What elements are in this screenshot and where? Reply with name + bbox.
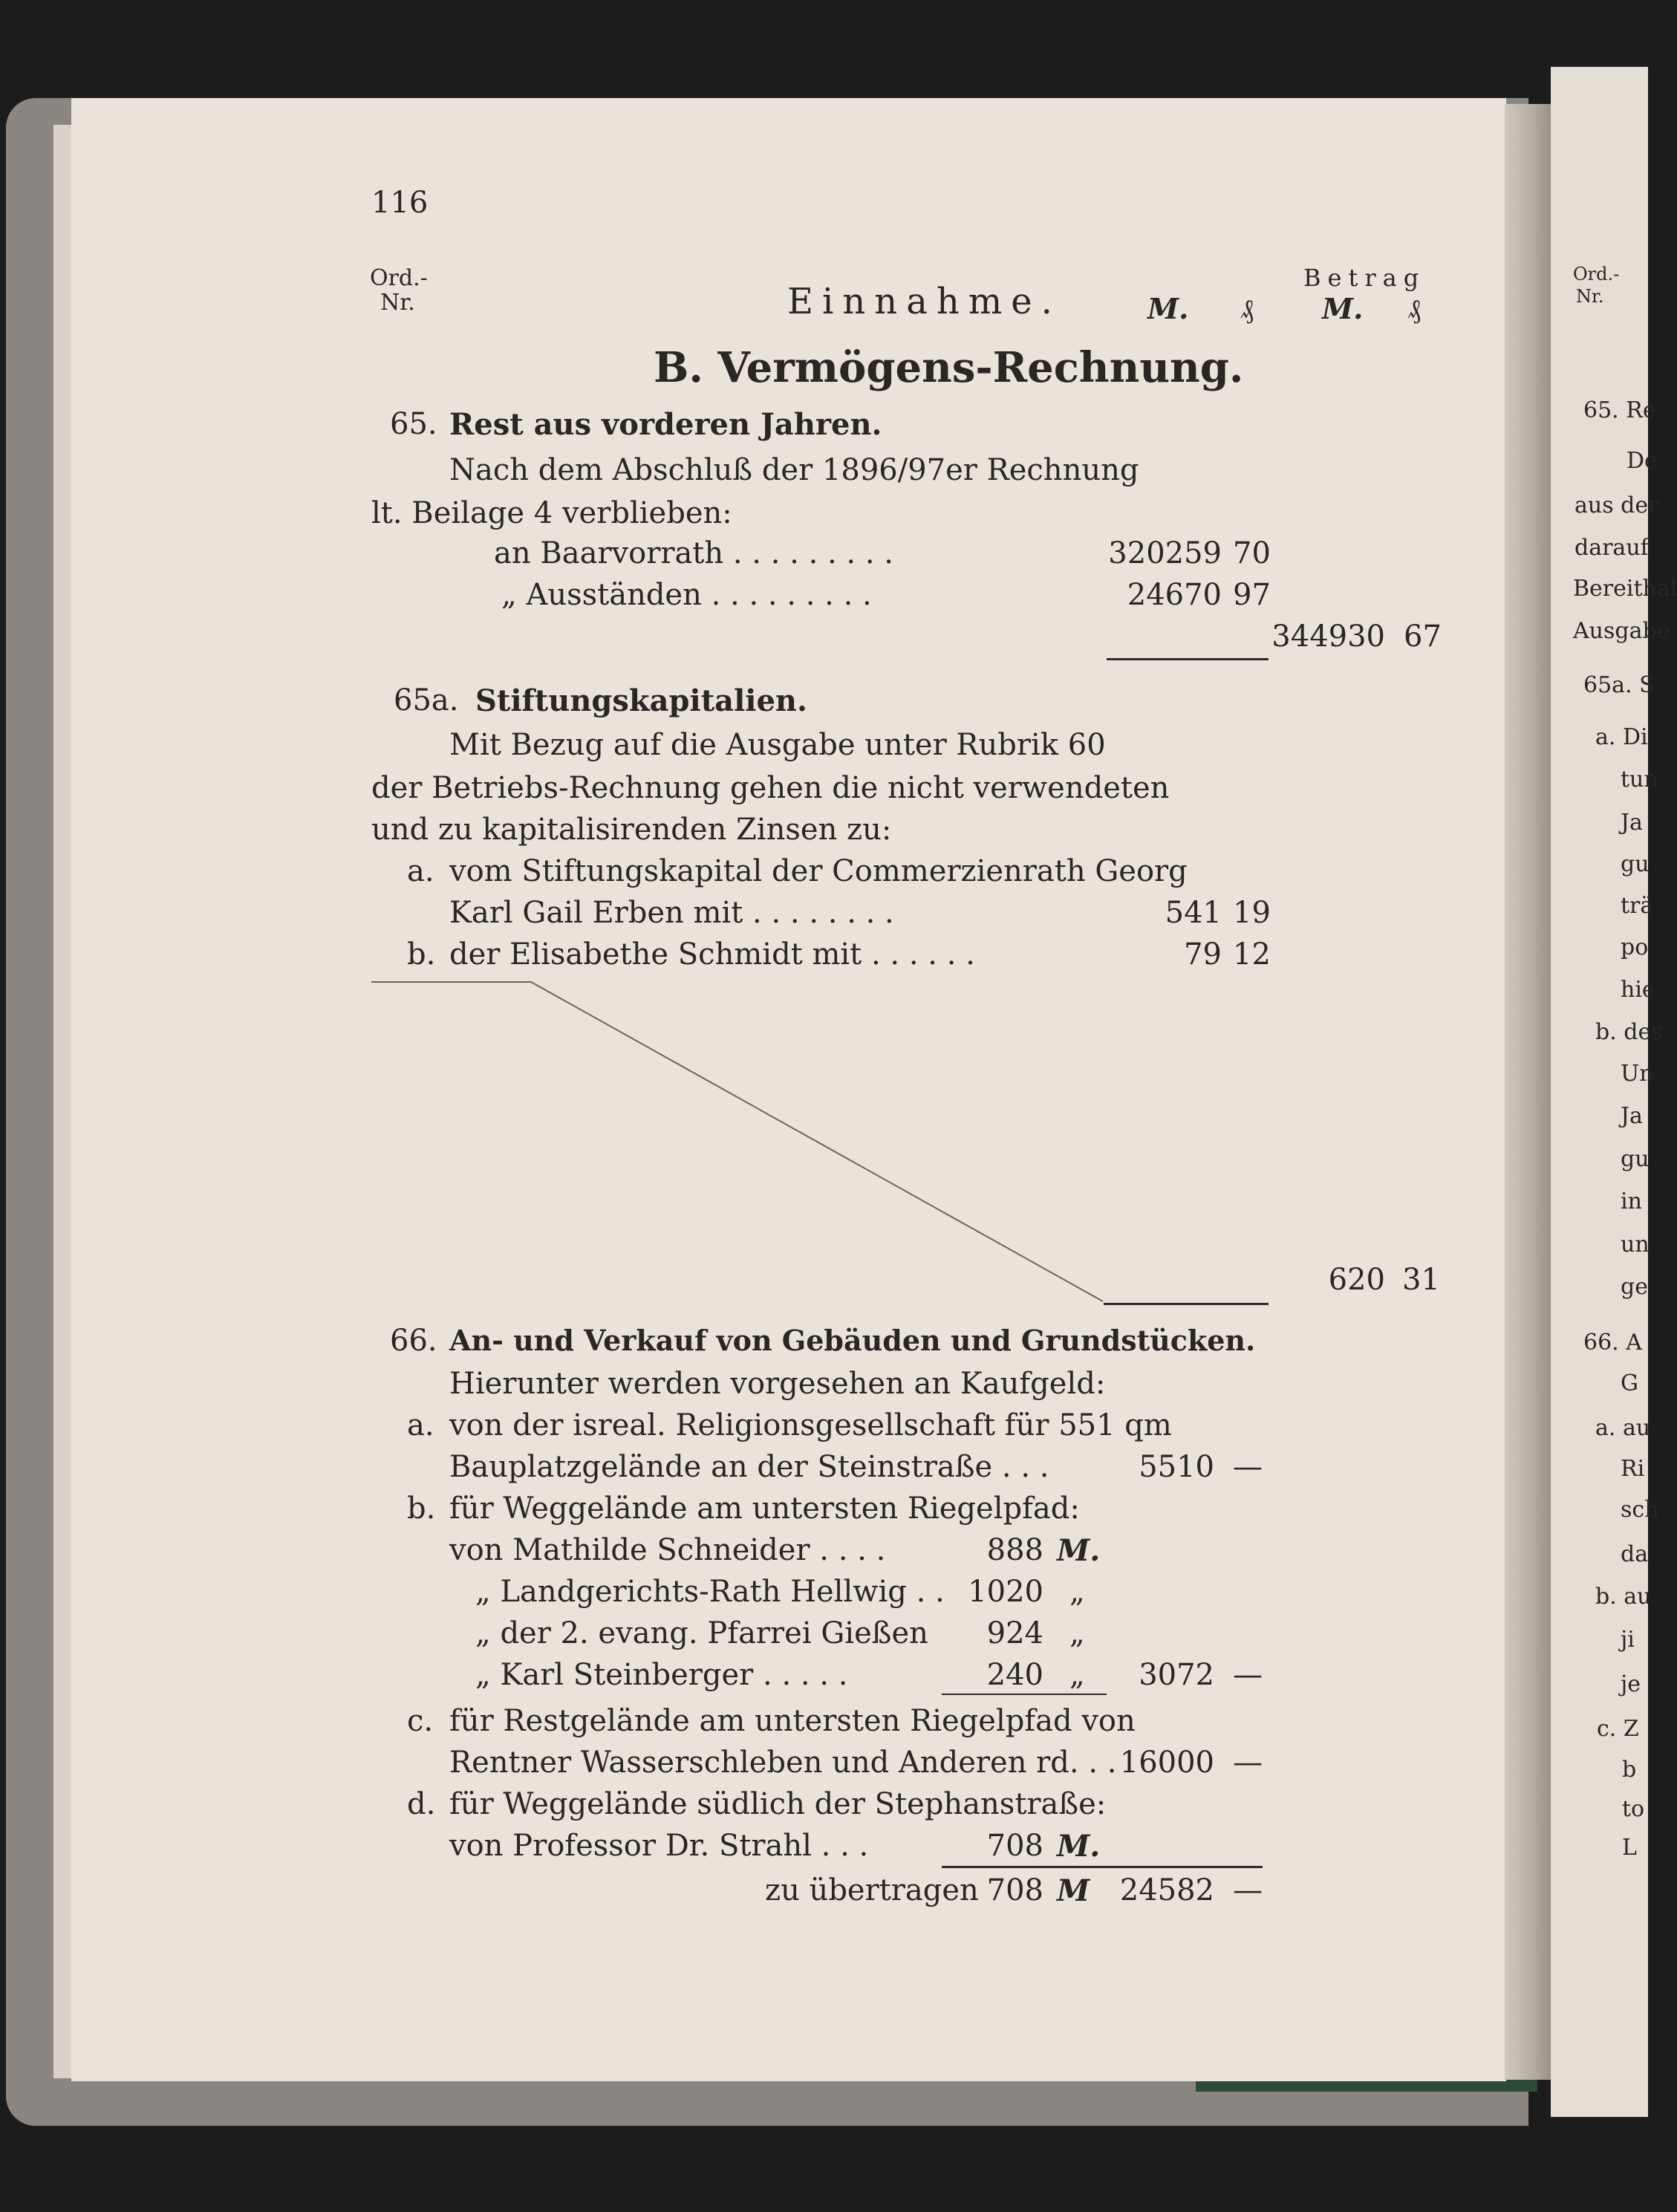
- section-title: B. Vermögens-Rechnung.: [654, 343, 1244, 392]
- item-66-c-mark: 16000: [1119, 1746, 1214, 1780]
- carry-forward-mark: 24582: [1119, 1873, 1214, 1907]
- item-65-line-b-pf: 97: [1233, 578, 1271, 612]
- right-page-text-line: tun: [1621, 767, 1658, 793]
- item-66-b-row-value: 924: [986, 1616, 1043, 1650]
- right-page-text-line: to: [1622, 1796, 1645, 1822]
- right-page-text-line: ge: [1621, 1274, 1648, 1300]
- item-66-b-text: für Weggelände am untersten Riegelpfad:: [449, 1492, 1080, 1526]
- carry-rule-right: [1107, 1866, 1263, 1868]
- item-65a-total-pf: 31: [1402, 1263, 1440, 1297]
- item-65-line-b-mark: 24670: [1127, 578, 1222, 612]
- item-65a-text-1: Mit Bezug auf die Ausgabe unter Rubrik 60: [449, 728, 1106, 762]
- item-65-line-a-mark: 320259: [1108, 536, 1222, 570]
- item-66-b-row-unit: „: [1069, 1575, 1085, 1609]
- item-65-text-2: lt. Beilage 4 verblieben:: [371, 496, 732, 530]
- item-66-d-label: d.: [407, 1787, 436, 1821]
- right-page-text-line: 65a. S: [1583, 672, 1655, 698]
- item-66-b-mark: 3072: [1139, 1658, 1214, 1692]
- right-page-text-line: un: [1621, 1232, 1650, 1258]
- right-page-text-line: in: [1621, 1188, 1642, 1214]
- item-65-total-pf: 67: [1404, 619, 1442, 654]
- item-66-d-unit: M.: [1057, 1829, 1101, 1864]
- item-65-total-mark: 344930: [1271, 619, 1385, 654]
- item-65a-text-3: und zu kapitalisirenden Zinsen zu:: [371, 813, 892, 847]
- ord-nr-header-bottom: Nr.: [380, 290, 415, 316]
- right-page-text-line: ji: [1621, 1627, 1635, 1653]
- item-66-a-pf: —: [1233, 1450, 1263, 1484]
- carry-forward-label: zu übertragen: [765, 1873, 979, 1907]
- right-page-text-line: Bereithal: [1573, 576, 1677, 602]
- item-65-text-1: Nach dem Abschluß der 1896/97er Rechnung: [449, 453, 1139, 487]
- item-65a-total-mark: 620: [1328, 1263, 1385, 1297]
- item-65a-b-mark: 79: [1184, 937, 1222, 972]
- item-66-a-text-1: von der isreal. Religionsgesellschaft für 551 qm: [449, 1408, 1172, 1442]
- item-66-text-1: Hierunter werden vorgesehen an Kaufgeld:: [449, 1367, 1106, 1401]
- right-page-text-line: 66. A: [1583, 1330, 1642, 1356]
- right-page-text-line: c. Z: [1597, 1716, 1639, 1742]
- item-65a-title: Stiftungskapitalien.: [475, 683, 807, 718]
- right-page-text-line: gu: [1621, 851, 1650, 877]
- item-66-title: An- und Verkauf von Gebäuden und Grundstücken.: [449, 1324, 1256, 1357]
- right-page-text-line: De: [1626, 448, 1658, 474]
- right-page-text-line: a. Di: [1595, 724, 1648, 750]
- item-66-a-label: a.: [407, 1408, 434, 1442]
- item-66-d-text-1: für Weggelände südlich der Stephanstraße:: [449, 1787, 1107, 1821]
- page-number: 116: [371, 186, 429, 220]
- item-66-c-text-2: Rentner Wasserschleben und Anderen rd. . .: [449, 1746, 1117, 1780]
- carry-rule-left: [942, 1866, 1107, 1868]
- right-page-text-line: Ri: [1621, 1456, 1645, 1482]
- betrag-pfennig-header: ₰: [1407, 294, 1421, 325]
- right-page-text-line: aus der: [1575, 492, 1659, 518]
- item-66-b-row-name: von Mathilde Schneider . . . .: [449, 1533, 886, 1567]
- carry-forward-pf: —: [1233, 1873, 1263, 1907]
- right-page-text-line: Un: [1621, 1061, 1654, 1087]
- carry-forward-value: 708: [986, 1873, 1043, 1907]
- right-page-text-line: Ausgabe: [1573, 618, 1670, 644]
- right-page-text-line: b. au: [1595, 1584, 1652, 1610]
- item-65-title: Rest aus vorderen Jahren.: [449, 407, 882, 442]
- page-heading-einnahme: Einnahme.: [787, 281, 1061, 322]
- item-65-line-a: an Baarvorrath . . . . . . . . .: [494, 536, 894, 570]
- item-66-b-row-value: 888: [986, 1533, 1043, 1567]
- item-65a-a-label: a.: [407, 854, 434, 888]
- item-65a-text-2: der Betriebs-Rechnung gehen die nicht verwendeten: [371, 771, 1170, 805]
- right-page-text-line: gu: [1621, 1146, 1650, 1172]
- right-page-text-line: b. des: [1595, 1019, 1663, 1045]
- item-66-b-row-name: „ Karl Steinberger . . . . .: [475, 1658, 848, 1692]
- right-page-text-line: G: [1621, 1370, 1638, 1396]
- betrag-mark-header: M.: [1322, 292, 1364, 325]
- item-66-b-subtotal-rule: [942, 1694, 1107, 1695]
- item-66-a-text-2: Bauplatzgelände an der Steinstraße . . .: [449, 1450, 1049, 1484]
- right-page-text-line: sch: [1621, 1497, 1659, 1523]
- item-65a-b-label: b.: [407, 937, 436, 972]
- item-66-b-row-name: „ Landgerichts-Rath Hellwig . .: [475, 1575, 945, 1609]
- item-66-c-text-1: für Restgelände am untersten Riegelpfad von: [449, 1704, 1136, 1738]
- item-66-number: 66.: [390, 1324, 437, 1358]
- item-65-line-a-pf: 70: [1233, 536, 1271, 570]
- mark-unit-header: M.: [1147, 292, 1189, 325]
- item-66-d-value: 708: [986, 1829, 1043, 1863]
- item-66-d-text-2: von Professor Dr. Strahl . . .: [449, 1829, 869, 1863]
- right-page-text-line: Ja: [1621, 1103, 1643, 1129]
- right-page-text-line: b: [1622, 1757, 1637, 1783]
- item-65a-sum-rule: [1104, 1303, 1269, 1305]
- item-66-b-row-value: 240: [986, 1658, 1043, 1692]
- item-65-line-b: „ Ausständen . . . . . . . . .: [501, 578, 872, 612]
- item-66-b-label: b.: [407, 1492, 436, 1526]
- right-page-text-line: Ja: [1621, 810, 1643, 836]
- item-66-b-pf: —: [1233, 1658, 1263, 1692]
- item-65-number: 65.: [390, 407, 437, 441]
- item-66-b-row-value: 1020: [968, 1575, 1043, 1609]
- right-page-text-line: da: [1621, 1541, 1649, 1567]
- item-66-b-row-unit: „: [1069, 1616, 1085, 1650]
- right-page-text-line: je: [1621, 1671, 1641, 1697]
- right-page-text-line: a. au: [1595, 1415, 1651, 1441]
- item-65a-b-pf: 12: [1233, 937, 1271, 972]
- right-page-ord-bottom: Nr.: [1576, 286, 1604, 307]
- item-65a-a-text-2: Karl Gail Erben mit . . . . . . . .: [449, 896, 894, 930]
- item-66-b-row-unit: M.: [1057, 1533, 1101, 1568]
- right-page-ord-top: Ord.-: [1573, 264, 1620, 284]
- pfennig-unit-header: ₰: [1240, 294, 1254, 325]
- item-66-a-mark: 5510: [1139, 1450, 1214, 1484]
- item-65a-number: 65a.: [394, 683, 459, 718]
- item-65a-a-text-1: vom Stiftungskapital der Commerzienrath Georg: [449, 854, 1188, 888]
- carry-forward-unit: M: [1057, 1873, 1090, 1908]
- item-65a-a-mark: 541: [1165, 896, 1222, 930]
- ord-nr-header-top: Ord.-: [370, 265, 428, 291]
- right-page-text-line: 65. Re: [1583, 397, 1656, 423]
- right-page-text-line: po: [1621, 934, 1649, 960]
- right-page-text-line: darauf: [1575, 535, 1649, 561]
- right-page-text-line: trä: [1621, 893, 1654, 919]
- right-page-text-line: hie: [1621, 977, 1655, 1003]
- item-65a-a-pf: 19: [1233, 896, 1271, 930]
- right-page-text-line: L: [1622, 1835, 1637, 1861]
- item-66-c-pf: —: [1233, 1746, 1263, 1780]
- betrag-header: Betrag: [1303, 264, 1426, 292]
- item-66-c-label: c.: [407, 1704, 434, 1738]
- item-66-b-row-name: „ der 2. evang. Pfarrei Gießen: [475, 1616, 928, 1650]
- item-65a-b-text: der Elisabethe Schmidt mit . . . . . .: [449, 937, 975, 972]
- item-66-b-row-unit: „: [1069, 1658, 1085, 1692]
